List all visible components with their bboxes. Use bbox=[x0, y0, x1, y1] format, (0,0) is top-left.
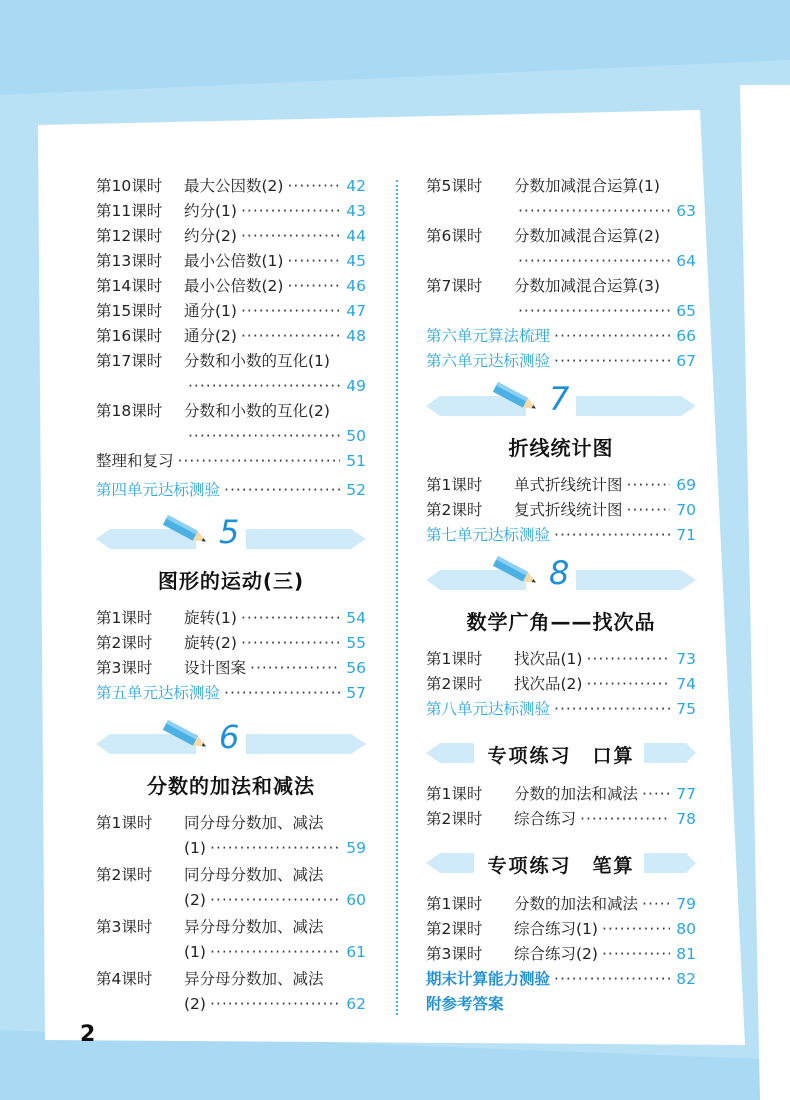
unit-test-title: 第五单元达标测验 bbox=[96, 684, 221, 702]
lesson-title: 分数和小数的互化(2) bbox=[184, 402, 330, 420]
toc-entry[interactable] bbox=[426, 174, 696, 199]
leader-dots bbox=[554, 523, 670, 548]
page-ref: 61 bbox=[346, 943, 366, 961]
lesson-title: 设计图案 bbox=[184, 659, 247, 677]
leader-dots bbox=[241, 199, 340, 224]
page-ref: 69 bbox=[676, 476, 696, 494]
lesson-title: 单式折线统计图 bbox=[514, 476, 623, 494]
leader-dots bbox=[627, 473, 670, 498]
toc-entry[interactable] bbox=[96, 249, 366, 274]
toc-entry[interactable] bbox=[426, 942, 696, 967]
lesson-title: 通分(1) bbox=[184, 302, 237, 320]
page-ref: 74 bbox=[676, 675, 696, 693]
toc-entry[interactable] bbox=[96, 915, 366, 940]
leader-dots bbox=[178, 449, 340, 474]
page-ref: 62 bbox=[346, 995, 366, 1013]
toc-entry-continuation[interactable] bbox=[96, 836, 366, 861]
page-ref: 54 bbox=[346, 609, 366, 627]
lesson-title: 旋转(2) bbox=[184, 634, 237, 652]
lesson-number: 第1课时 bbox=[426, 476, 483, 494]
leader-dots bbox=[518, 299, 670, 324]
lesson-title: 最大公因数(2) bbox=[184, 177, 284, 195]
lesson-number: 第4课时 bbox=[96, 970, 153, 988]
lesson-number: 第1课时 bbox=[426, 650, 483, 668]
leader-dots bbox=[241, 324, 340, 349]
leader-dots bbox=[250, 656, 340, 681]
leader-dots bbox=[554, 697, 670, 722]
lesson-title: 同分母分数加、减法 bbox=[184, 866, 324, 884]
lesson-number: 第15课时 bbox=[96, 302, 163, 320]
page-ref: 63 bbox=[676, 202, 696, 220]
unit-number: 5 bbox=[219, 513, 240, 551]
leader-dots bbox=[554, 324, 670, 349]
page-ref: 66 bbox=[676, 327, 696, 345]
page-ref: 43 bbox=[346, 202, 366, 220]
leader-dots bbox=[188, 374, 340, 399]
lesson-number: 第2课时 bbox=[426, 920, 483, 938]
page-ref: 81 bbox=[676, 945, 696, 963]
toc-right-column bbox=[426, 174, 696, 1017]
lesson-number: 第2课时 bbox=[426, 501, 483, 519]
leader-dots bbox=[287, 174, 340, 199]
lesson-number: 第12课时 bbox=[96, 227, 163, 245]
lesson-title: 约分(1) bbox=[184, 202, 237, 220]
page-ref: 52 bbox=[346, 481, 366, 499]
toc-entry-continuation[interactable] bbox=[426, 199, 696, 224]
lesson-number: 第14课时 bbox=[96, 277, 163, 295]
toc-entry[interactable] bbox=[426, 782, 696, 807]
lesson-number: 第1课时 bbox=[96, 814, 153, 832]
toc-entry[interactable] bbox=[96, 324, 366, 349]
toc-entry-review[interactable] bbox=[96, 449, 366, 474]
lesson-number: 第16课时 bbox=[96, 327, 163, 345]
unit-title: 折线统计图 bbox=[508, 436, 614, 460]
unit-title: 分数的加法和减法 bbox=[147, 774, 315, 798]
leader-dots bbox=[602, 917, 670, 942]
toc-entry[interactable] bbox=[96, 656, 366, 681]
lesson-number: 第10课时 bbox=[96, 177, 163, 195]
lesson-number: 第1课时 bbox=[426, 785, 483, 803]
unit-review-title: 第六单元算法梳理 bbox=[426, 327, 551, 345]
page-ref: 50 bbox=[346, 427, 366, 445]
page-ref: 79 bbox=[676, 895, 696, 913]
toc-entry[interactable] bbox=[96, 631, 366, 656]
page-ref: 46 bbox=[346, 277, 366, 295]
lesson-title: 复式折线统计图 bbox=[514, 501, 623, 519]
unit-title: 图形的运动(三) bbox=[157, 569, 305, 593]
page-ref: 49 bbox=[346, 377, 366, 395]
toc-entry-continuation[interactable] bbox=[426, 299, 696, 324]
toc-entry-unit-test[interactable] bbox=[426, 349, 696, 374]
leader-dots bbox=[586, 647, 670, 672]
unit-number: 7 bbox=[549, 380, 570, 418]
lesson-title: 分数加减混合运算(3) bbox=[514, 277, 660, 295]
lesson-title: 分数加减混合运算(1) bbox=[514, 177, 660, 195]
unit-test-title: 第八单元达标测验 bbox=[426, 700, 551, 718]
page-ref: 67 bbox=[676, 352, 696, 370]
page-ref: 42 bbox=[346, 177, 366, 195]
lesson-title: 分数和小数的互化(1) bbox=[184, 352, 330, 370]
special-title: 专项练习 口算 bbox=[487, 745, 635, 767]
page-ref: 71 bbox=[676, 526, 696, 544]
page-ref: 77 bbox=[676, 785, 696, 803]
toc-entry[interactable] bbox=[426, 672, 696, 697]
toc-entry[interactable] bbox=[426, 917, 696, 942]
lesson-number: 第2课时 bbox=[426, 675, 483, 693]
leader-dots bbox=[627, 498, 670, 523]
unit-header-8 bbox=[426, 552, 696, 624]
leader-dots bbox=[224, 681, 340, 706]
unit-test-title: 第七单元达标测验 bbox=[426, 526, 551, 544]
toc-entry-continuation[interactable] bbox=[96, 888, 366, 913]
lesson-title: 分数加减混合运算(2) bbox=[514, 227, 660, 245]
special-practice-header-written bbox=[426, 846, 696, 884]
lesson-title: 找次品(2) bbox=[514, 675, 583, 693]
page-ref: 82 bbox=[676, 970, 696, 988]
lesson-number: 第5课时 bbox=[426, 177, 483, 195]
unit-header-5 bbox=[96, 511, 366, 583]
toc-left-column bbox=[96, 174, 366, 1017]
final-test-title: 期末计算能力测验 bbox=[426, 970, 551, 988]
leader-dots bbox=[241, 224, 340, 249]
leader-dots bbox=[642, 892, 670, 917]
page-ref: 60 bbox=[346, 891, 366, 909]
toc-entry-unit-test[interactable] bbox=[426, 697, 696, 722]
page-ref: 56 bbox=[346, 659, 366, 677]
page-ref: 48 bbox=[346, 327, 366, 345]
lesson-number: 第3课时 bbox=[426, 945, 483, 963]
toc-entry[interactable] bbox=[426, 274, 696, 299]
lesson-title: 通分(2) bbox=[184, 327, 237, 345]
unit-test-title: 第六单元达标测验 bbox=[426, 352, 551, 370]
lesson-subtitle: (2) bbox=[184, 891, 206, 909]
lesson-title: 约分(2) bbox=[184, 227, 237, 245]
leader-dots bbox=[241, 631, 340, 656]
page-ref: 73 bbox=[676, 650, 696, 668]
lesson-number: 第1课时 bbox=[96, 609, 153, 627]
page-ref: 65 bbox=[676, 302, 696, 320]
toc-entry[interactable] bbox=[426, 224, 696, 249]
page-number: 2 bbox=[80, 1022, 96, 1047]
lesson-title: 综合练习 bbox=[514, 810, 577, 828]
page-ref: 78 bbox=[676, 810, 696, 828]
page-ref: 80 bbox=[676, 920, 696, 938]
page-ref: 57 bbox=[346, 684, 366, 702]
toc-entry[interactable] bbox=[426, 892, 696, 917]
toc-entry-continuation[interactable] bbox=[426, 249, 696, 274]
leader-dots bbox=[287, 274, 340, 299]
special-practice-header-oral bbox=[426, 736, 696, 774]
unit-header-6 bbox=[96, 716, 366, 788]
lesson-number: 第3课时 bbox=[96, 918, 153, 936]
page-ref: 51 bbox=[346, 452, 366, 470]
toc-entry[interactable] bbox=[96, 349, 366, 374]
leader-dots bbox=[554, 967, 670, 992]
leader-dots bbox=[224, 478, 340, 503]
toc-entry[interactable] bbox=[96, 811, 366, 836]
toc-entry-unit-test[interactable] bbox=[96, 478, 366, 503]
toc-entry[interactable] bbox=[96, 863, 366, 888]
lesson-number: 第11课时 bbox=[96, 202, 163, 220]
toc-entry[interactable] bbox=[426, 647, 696, 672]
toc-entry[interactable] bbox=[96, 299, 366, 324]
lesson-number: 第13课时 bbox=[96, 252, 163, 270]
toc-entry-continuation[interactable] bbox=[96, 374, 366, 399]
page-ref: 55 bbox=[346, 634, 366, 652]
toc-entry-unit-review[interactable] bbox=[426, 324, 696, 349]
toc-entry[interactable] bbox=[96, 606, 366, 631]
lesson-number: 第18课时 bbox=[96, 402, 163, 420]
leader-dots bbox=[642, 782, 670, 807]
page-ref: 64 bbox=[676, 252, 696, 270]
lesson-number: 第1课时 bbox=[426, 895, 483, 913]
column-divider bbox=[396, 180, 398, 1015]
leader-dots bbox=[188, 424, 340, 449]
page-ref: 44 bbox=[346, 227, 366, 245]
unit-number: 6 bbox=[219, 718, 240, 756]
toc-entry[interactable] bbox=[96, 199, 366, 224]
special-title: 专项练习 笔算 bbox=[487, 855, 635, 877]
lesson-title: 找次品(1) bbox=[514, 650, 583, 668]
lesson-number: 第3课时 bbox=[96, 659, 153, 677]
toc-entry[interactable] bbox=[96, 274, 366, 299]
lesson-title: 异分母分数加、减法 bbox=[184, 970, 324, 988]
leader-dots bbox=[518, 249, 670, 274]
page-ref: 75 bbox=[676, 700, 696, 718]
toc-entry-unit-test[interactable] bbox=[426, 523, 696, 548]
toc-entry[interactable] bbox=[96, 174, 366, 199]
leader-dots bbox=[554, 349, 670, 374]
lesson-subtitle: (1) bbox=[184, 839, 206, 857]
lesson-number: 第2课时 bbox=[96, 866, 153, 884]
lesson-title: 同分母分数加、减法 bbox=[184, 814, 324, 832]
toc-entry-final-test[interactable] bbox=[426, 967, 696, 992]
unit-title: 数学广角——找次品 bbox=[466, 610, 656, 634]
lesson-title: 综合练习(2) bbox=[514, 945, 598, 963]
lesson-title: 旋转(1) bbox=[184, 609, 237, 627]
lesson-subtitle: (2) bbox=[184, 995, 206, 1013]
toc-entry-continuation[interactable] bbox=[96, 940, 366, 965]
leader-dots bbox=[210, 888, 340, 913]
lesson-title: 分数的加法和减法 bbox=[514, 785, 639, 803]
toc-entry[interactable] bbox=[96, 399, 366, 424]
lesson-subtitle: (1) bbox=[184, 943, 206, 961]
leader-dots bbox=[241, 606, 340, 631]
unit-number: 8 bbox=[549, 554, 570, 592]
leader-dots bbox=[210, 940, 340, 965]
lesson-title: 分数的加法和减法 bbox=[514, 895, 639, 913]
page-ref: 45 bbox=[346, 252, 366, 270]
toc-entry[interactable] bbox=[96, 967, 366, 992]
leader-dots bbox=[210, 992, 340, 1017]
unit-header-7 bbox=[426, 378, 696, 450]
toc-entry-continuation[interactable] bbox=[96, 424, 366, 449]
lesson-title: 整理和复习 bbox=[96, 452, 174, 470]
lesson-title: 综合练习(1) bbox=[514, 920, 598, 938]
lesson-number: 第2课时 bbox=[96, 634, 153, 652]
toc-entry[interactable] bbox=[96, 224, 366, 249]
lesson-title: 最小公倍数(2) bbox=[184, 277, 284, 295]
leader-dots bbox=[580, 807, 670, 832]
toc-entry-answers[interactable] bbox=[426, 992, 696, 1017]
toc-page bbox=[38, 112, 778, 1047]
page-ref: 59 bbox=[346, 839, 366, 857]
toc-entry-continuation[interactable] bbox=[96, 992, 366, 1017]
toc-entry-unit-test[interactable] bbox=[96, 681, 366, 706]
leader-dots bbox=[518, 199, 670, 224]
page-ref: 47 bbox=[346, 302, 366, 320]
lesson-number: 第6课时 bbox=[426, 227, 483, 245]
toc-entry[interactable] bbox=[426, 498, 696, 523]
toc-entry[interactable] bbox=[426, 807, 696, 832]
lesson-title: 异分母分数加、减法 bbox=[184, 918, 324, 936]
answers-title: 附参考答案 bbox=[426, 995, 504, 1013]
leader-dots bbox=[210, 836, 340, 861]
page-ref: 70 bbox=[676, 501, 696, 519]
leader-dots bbox=[287, 249, 340, 274]
leader-dots bbox=[241, 299, 340, 324]
leader-dots bbox=[602, 942, 670, 967]
toc-entry[interactable] bbox=[426, 473, 696, 498]
leader-dots bbox=[586, 672, 670, 697]
lesson-title: 最小公倍数(1) bbox=[184, 252, 284, 270]
lesson-number: 第7课时 bbox=[426, 277, 483, 295]
lesson-number: 第17课时 bbox=[96, 352, 163, 370]
unit-test-title: 第四单元达标测验 bbox=[96, 481, 221, 499]
lesson-number: 第2课时 bbox=[426, 810, 483, 828]
